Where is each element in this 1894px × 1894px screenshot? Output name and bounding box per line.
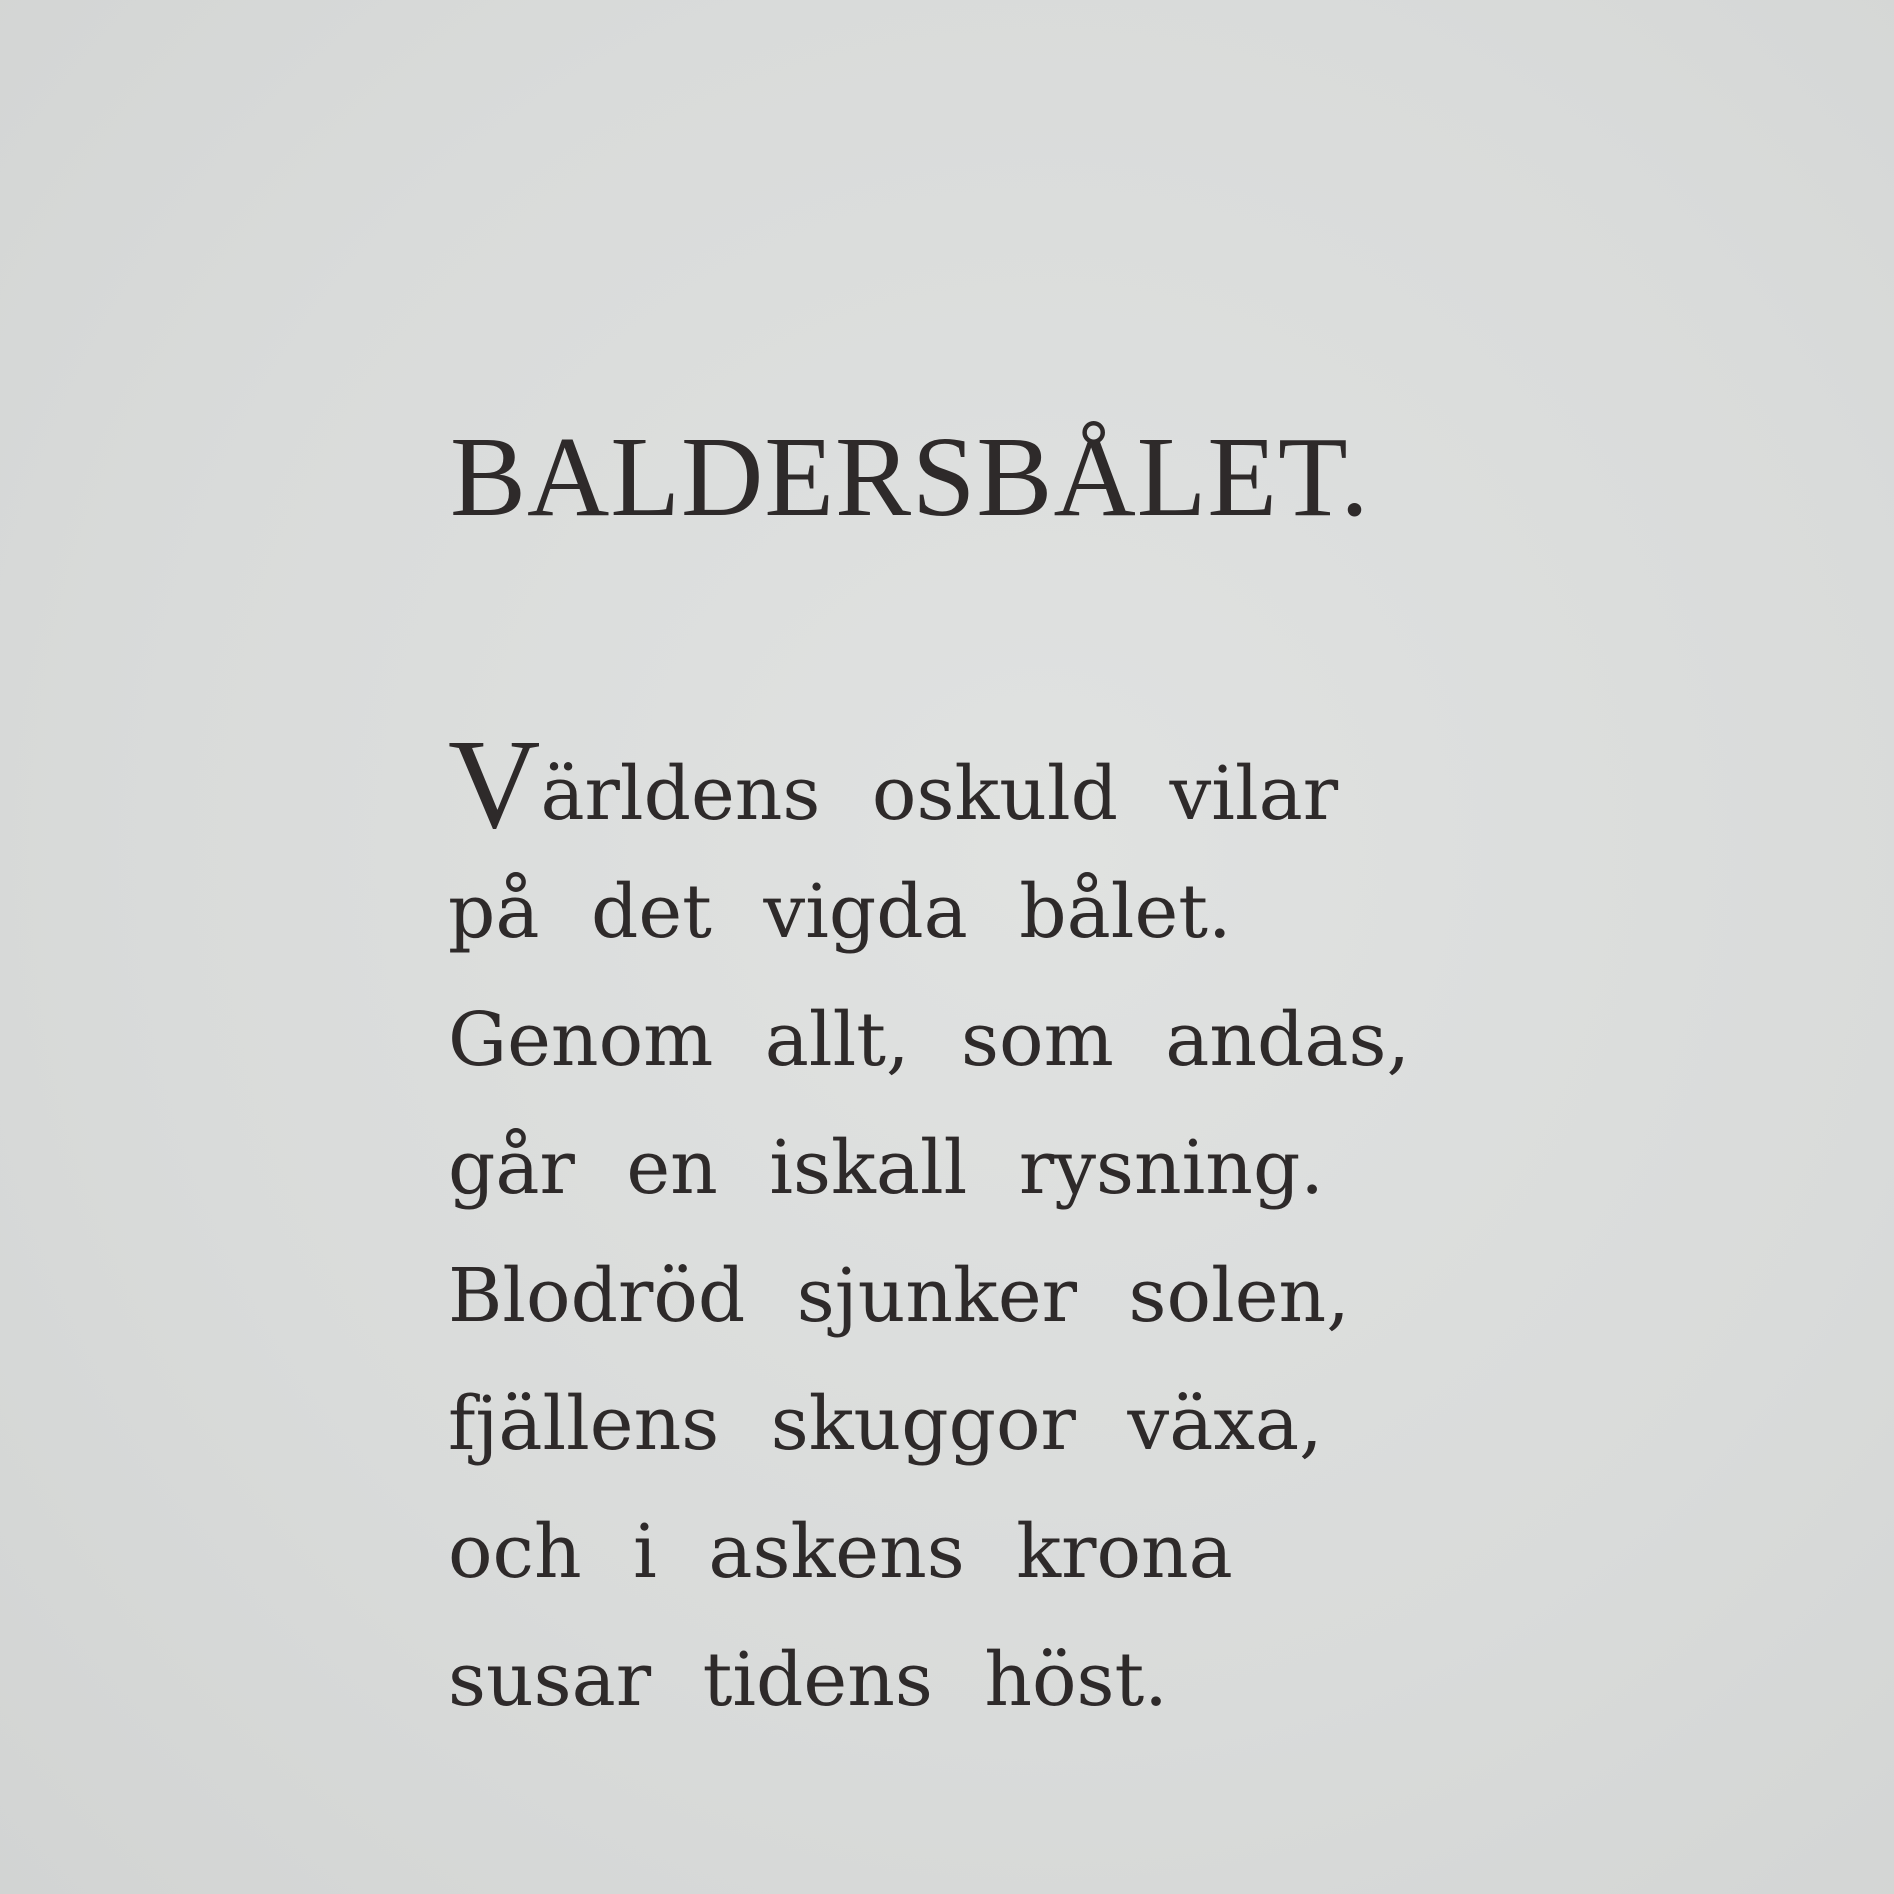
poem-body xyxy=(448,713,1598,1744)
poem-line-5: Blodröd sjunker solen, xyxy=(448,1253,1350,1339)
poem-line-7: och i askens krona xyxy=(448,1509,1233,1595)
poem-line-2: på det vigda bålet. xyxy=(448,869,1232,955)
poem-line-4: går en iskall rysning. xyxy=(448,1125,1324,1211)
poem-title: BALDERSBÅLET. xyxy=(450,413,1370,540)
poem-line-1 xyxy=(448,713,1598,855)
poem-line-1-text: ärldens oskuld vilar xyxy=(540,751,1339,837)
poem-line-8: susar tidens höst. xyxy=(448,1637,1168,1723)
drop-cap: V xyxy=(448,713,541,855)
poem-line-6: fjällens skuggor växa, xyxy=(448,1381,1323,1467)
poem-line-3: Genom allt, som andas, xyxy=(448,997,1411,1083)
